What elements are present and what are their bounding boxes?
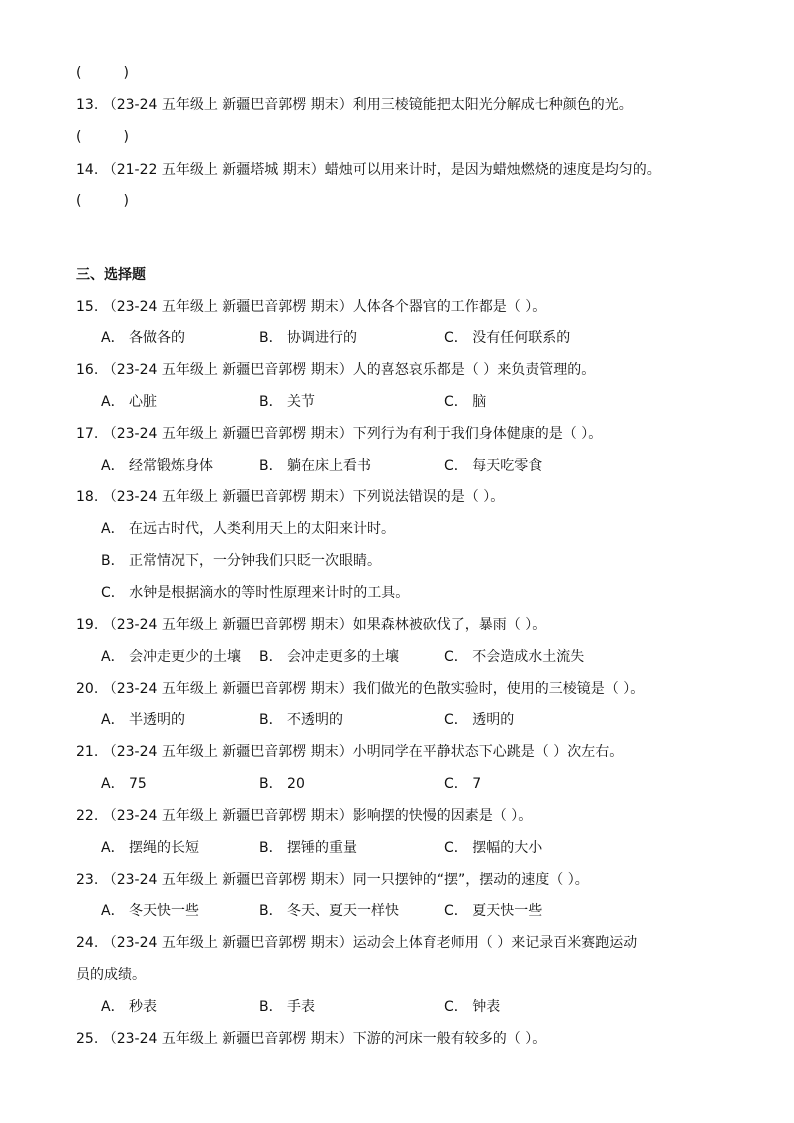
answer-bracket-q12: ( ) <box>76 65 129 81</box>
question-number: 19. <box>76 617 99 633</box>
question-number: 20. <box>76 681 99 697</box>
question-19 <box>76 615 546 635</box>
question-13 <box>76 95 633 115</box>
question-24 <box>76 933 637 953</box>
option-a: A． 心脏 <box>101 394 158 410</box>
option-c: C． 不会造成水土流失 <box>444 649 585 665</box>
question-text: （23-24 五年级上 新疆巴音郭楞 期末）人的喜怒哀乐都是（ ）来负责管理的。 <box>102 362 596 378</box>
question-number: 22. <box>76 808 99 824</box>
question-text: （21-22 五年级上 新疆塔城 期末）蜡烛可以用来计时，是因为蜡烛燃烧的速度是均匀的。 <box>102 162 661 178</box>
option-b: B． 摆锤的重量 <box>259 840 358 856</box>
question-text: （23-24 五年级上 新疆巴音郭楞 期末）下游的河床一般有较多的（ ）。 <box>102 1031 547 1047</box>
option-c: C． 夏天快一些 <box>444 903 543 919</box>
question-22 <box>76 806 532 826</box>
question-number: 17. <box>76 426 99 442</box>
option-b: B． 协调进行的 <box>259 330 358 346</box>
option-a: A． 冬天快一些 <box>101 903 200 919</box>
option-b: B． 不透明的 <box>259 712 344 728</box>
option-a: A． 摆绳的长短 <box>101 840 200 856</box>
option-b: B． 冬天、夏天一样快 <box>259 903 400 919</box>
option-a: A． 各做各的 <box>101 330 186 346</box>
option-b: B． 正常情况下，一分钟我们只眨一次眼睛。 <box>101 553 382 569</box>
question-25 <box>76 1029 546 1049</box>
question-text: （23-24 五年级上 新疆巴音郭楞 期末）我们做光的色散实验时，使用的三棱镜是（ ）。 <box>102 681 645 697</box>
question-number: 14. <box>76 162 99 178</box>
question-18 <box>76 487 504 507</box>
answer-bracket-q13: ( ) <box>76 129 129 145</box>
option-c: C． 脑 <box>444 394 487 410</box>
option-b: B． 手表 <box>259 999 316 1015</box>
question-text: （23-24 五年级上 新疆巴音郭楞 期末）人体各个器官的工作都是（ ）。 <box>102 299 547 315</box>
answer-bracket-q14: ( ) <box>76 193 129 209</box>
option-a: A． 在远古时代，人类利用天上的太阳来计时。 <box>101 521 396 537</box>
question-text: （23-24 五年级上 新疆巴音郭楞 期末）下列说法错误的是（ ）。 <box>102 489 505 505</box>
question-number: 13. <box>76 97 99 113</box>
option-a: A． 75 <box>101 776 147 792</box>
option-b: B． 关节 <box>259 394 316 410</box>
option-b: B． 躺在床上看书 <box>259 458 372 474</box>
option-c: C． 水钟是根据滴水的等时性原理来计时的工具。 <box>101 585 410 601</box>
question-20 <box>76 679 644 699</box>
question-text: （23-24 五年级上 新疆巴音郭楞 期末）影响摆的快慢的因素是（ ）。 <box>102 808 533 824</box>
option-c: C． 每天吃零食 <box>444 458 543 474</box>
question-21 <box>76 742 623 762</box>
question-number: 25. <box>76 1031 99 1047</box>
option-c: C． 透明的 <box>444 712 515 728</box>
question-text: （23-24 五年级上 新疆巴音郭楞 期末）下列行为有利于我们身体健康的是（ ）。 <box>102 426 603 442</box>
question-23 <box>76 870 589 890</box>
question-16 <box>76 360 595 380</box>
option-b: B． 20 <box>259 776 305 792</box>
question-number: 16. <box>76 362 99 378</box>
option-a: A． 会冲走更少的土壤 <box>101 649 242 665</box>
question-text: （23-24 五年级上 新疆巴音郭楞 期末）小明同学在平静状态下心跳是（ ）次左右。 <box>102 744 624 760</box>
question-14 <box>76 160 661 180</box>
section-title: 三、选择题 <box>76 267 146 283</box>
question-text: （23-24 五年级上 新疆巴音郭楞 期末）利用三棱镜能把太阳光分解成七种颜色的光。 <box>102 97 633 113</box>
option-c: C． 钟表 <box>444 999 501 1015</box>
option-c: C． 摆幅的大小 <box>444 840 543 856</box>
question-number: 15. <box>76 299 99 315</box>
question-17 <box>76 424 602 444</box>
question-number: 23. <box>76 872 99 888</box>
option-b: B． 会冲走更多的土壤 <box>259 649 400 665</box>
question-24-continued: 员的成绩。 <box>76 967 146 983</box>
question-number: 24. <box>76 935 99 951</box>
question-text: （23-24 五年级上 新疆巴音郭楞 期末）运动会上体育老师用（ ）来记录百米赛跑运动 <box>102 935 638 951</box>
question-text: （23-24 五年级上 新疆巴音郭楞 期末）同一只摆钟的“摆”，摆动的速度（ ）。 <box>102 872 589 888</box>
option-a: A． 秒表 <box>101 999 158 1015</box>
question-number: 18. <box>76 489 99 505</box>
option-a: A． 半透明的 <box>101 712 186 728</box>
question-text: （23-24 五年级上 新疆巴音郭楞 期末）如果森林被砍伐了，暴雨（ ）。 <box>102 617 547 633</box>
option-c: C． 没有任何联系的 <box>444 330 571 346</box>
option-a: A． 经常锻炼身体 <box>101 458 214 474</box>
option-c: C． 7 <box>444 776 482 792</box>
question-number: 21. <box>76 744 99 760</box>
question-15 <box>76 297 546 317</box>
